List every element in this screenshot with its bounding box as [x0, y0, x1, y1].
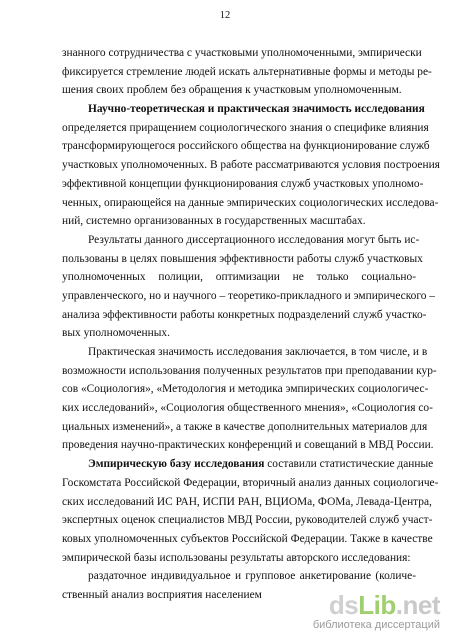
- text-line: [62, 137, 430, 156]
- bold-heading-text: Эмпирическую базу исследования: [88, 458, 265, 471]
- watermark: [313, 592, 440, 631]
- text-line: [62, 567, 416, 586]
- text-line: [62, 455, 434, 474]
- text-run: возможности использования полученных результатов при преподавании кур-: [62, 364, 437, 377]
- text-line: [62, 343, 428, 362]
- dslib-logo: dsLib.net: [328, 590, 440, 620]
- text-line: [62, 362, 437, 381]
- text-run: Результаты данного диссертационного исследования могут быть ис-: [88, 233, 420, 246]
- text-line: [62, 380, 429, 399]
- bold-heading-text: Научно-теоретическая и практическая значимость исследования: [88, 103, 425, 116]
- text-line: [62, 287, 436, 306]
- text-run: анализа эффективности работы конкретных подразделений служб участко-: [62, 308, 427, 321]
- text-line: [62, 44, 422, 63]
- text-line: [62, 549, 416, 568]
- text-line: [62, 324, 416, 343]
- text-run: участковых уполномоченных. В работе рассматриваются условия построения: [62, 159, 440, 172]
- text-run: уполномоченных полиции, оптимизации не только социально-: [62, 271, 416, 284]
- text-run: пользованы в целях повышения эффективности работы служб участковых: [62, 252, 423, 265]
- text-run: сов «Социология», «Методология и методика эмпирических социологичес-: [62, 383, 429, 396]
- text-line: [62, 156, 440, 175]
- text-line: [62, 81, 416, 100]
- text-line: [62, 511, 433, 530]
- text-line: [62, 231, 420, 250]
- watermark-subtitle: библиотека диссертаций: [312, 619, 440, 631]
- text-line: [62, 268, 416, 287]
- text-run: циальных изменений», а также в качестве дополнительных материалов для: [62, 420, 428, 433]
- text-line: [62, 212, 416, 231]
- text-line: [62, 418, 428, 437]
- text-line: [62, 100, 425, 119]
- text-run: проведения научно-практических конференций и совещаний в МВД России.: [62, 439, 434, 452]
- text-run: Практическая значимость исследования заключается, в том числе, и в: [88, 346, 428, 358]
- text-run: ченных, опирающейся на данные эмпирических социологических исследова-: [62, 196, 439, 209]
- text-run: ских исследований ИС РАН, ИСПИ РАН, ВЦИОМа, ФОМа, Левада-Центра,: [62, 495, 432, 508]
- text-run: управленческого, но и научного – теоретико-прикладного и эмпирического –: [62, 289, 436, 302]
- text-run: эффективной концепции функционирования служб участковых уполномо-: [62, 177, 424, 190]
- text-run: ких исследований», «Социология общественного мнения», «Социология со-: [62, 402, 433, 415]
- text-run: шения своих проблем без обращения к участковым уполномоченным.: [62, 84, 402, 97]
- page-number: 12: [219, 10, 231, 21]
- text-run: экспертных оценок специалистов МВД России, руководителей служб участ-: [62, 514, 433, 527]
- text-run: знанного сотрудничества с участковыми уполномоченными, эмпирически: [62, 47, 422, 59]
- text-line: [62, 474, 439, 493]
- text-line: [62, 250, 423, 269]
- text-run: трансформирующегося российского общества на функционирование служб: [62, 140, 430, 153]
- text-line: [62, 530, 433, 549]
- text-run: ний, системно организованных в государственных масштабах.: [62, 215, 366, 228]
- text-run: вых уполномоченных.: [62, 327, 170, 340]
- text-run: ковых уполномоченных субъектов Российской Федерации. Также в качестве: [62, 532, 433, 545]
- text-line: [62, 399, 433, 418]
- text-run: фиксируется стремление людей искать альтернативные формы и методы ре-: [62, 65, 432, 78]
- text-run: эмпирической базы использованы результаты авторского исследования:: [62, 551, 411, 564]
- text-line: [62, 493, 432, 512]
- text-run: ственный анализ восприятия населением: [62, 588, 262, 601]
- text-line: [62, 175, 424, 194]
- text-run: определяется приращением социологического знания о специфике влияния: [62, 121, 429, 134]
- text-line: [62, 119, 429, 138]
- text-line: [62, 63, 432, 82]
- text-run: Госкомстата Российской Федерации, вторичный анализ данных социологиче-: [62, 476, 439, 489]
- text-run: раздаточное индивидуальное и групповое анкетирование (количе-: [88, 570, 416, 583]
- text-run: составили статистические данные: [264, 458, 434, 471]
- text-line: [62, 194, 439, 213]
- text-line: [62, 306, 427, 325]
- text-line: [62, 436, 434, 455]
